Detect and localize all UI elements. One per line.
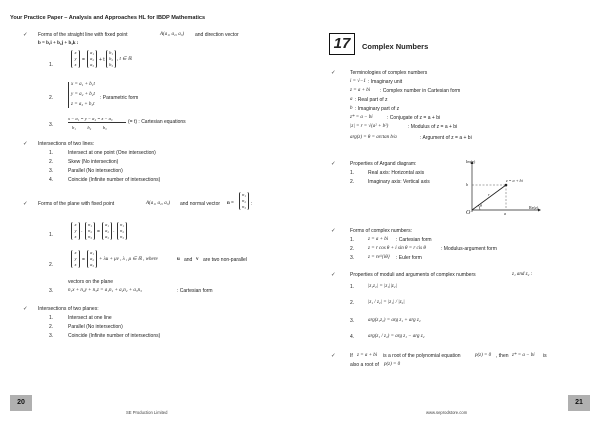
term-desc: : Complex number in Cartesian form bbox=[380, 88, 461, 94]
page-number: 21 bbox=[568, 395, 590, 411]
lines-heading: Intersections of two lines: bbox=[38, 141, 95, 147]
root-math: z* = a − bi bbox=[512, 353, 535, 358]
check-icon: ✓ bbox=[331, 272, 336, 278]
footer-text: www.seprodstore.com bbox=[426, 410, 468, 415]
root-text: is a root of the polynomial equation bbox=[383, 353, 461, 359]
term-desc: : Modulus of z = a + bi bbox=[408, 124, 458, 130]
check-icon: ✓ bbox=[331, 70, 336, 76]
property: |z₁z₂| = |z₁||z₂| bbox=[368, 284, 397, 289]
pitem2-v: v bbox=[196, 257, 199, 262]
item1-tail: , t ∈ ℝ bbox=[117, 57, 132, 62]
line-dir-text: and direction vector bbox=[195, 32, 239, 38]
list-item: Real axis: Horizontal axis bbox=[368, 170, 425, 176]
props-heading-vars: z₁ and z₂ : bbox=[512, 272, 533, 277]
property: arg(z₁ / z₂) = arg z₁ − arg z₂ bbox=[368, 334, 425, 339]
chapter-number: 17 bbox=[329, 33, 355, 55]
props-heading: Properties of moduli and arguments of complex numbers bbox=[350, 272, 476, 278]
term-desc: : Imaginary part of z bbox=[355, 106, 400, 112]
im-label: Im(z) bbox=[466, 159, 476, 164]
item-number: 3. bbox=[49, 122, 54, 128]
root-math: p(z) = 0 bbox=[475, 353, 492, 358]
terms-heading: Terminologies of complex numbers bbox=[350, 70, 428, 76]
pitem2-line2: vectors on the plane bbox=[68, 279, 114, 285]
planes-heading: Intersections of two planes: bbox=[38, 306, 99, 312]
check-icon: ✓ bbox=[331, 161, 336, 167]
pitem3-eq: n₁x + n₂y + n₃z = a₁n₁ + a₂n₂ + a₃n₃ bbox=[68, 288, 142, 293]
b-label: b bbox=[466, 182, 469, 187]
right-page: 17 Complex Numbers ✓ Terminologies of complex numbers i = √−1 : Imaginary unit z = a + bi : Complex number in Cartesian form a : Real part of z b : Imaginary part of z z* = a − bi : Conjugate of z = a + bi |z| = r = √(a² + b²) : Modulus of z = a + bi arg(z) = θ = arctan b/a : Argument of z = a + bi ✓ Properties of Argand diagram: 1. Real axis: Horizontal axis 2. Imaginary axis: Vertical axis Im(z) Re(z) O z = a + bi b a r θ ✓ Forms of complex numbers: 1. z = a + bi : Cartesian form 2. z = r cos θ + i sin θ = r cis θ : Modulus-argument form 3. z = re^{iθ} : Euler form ✓ Properties of moduli and arguments of complex numbers z₁ and z₂ : 1. |z₁z₂| = |z₁||z₂| 2. |z₁ / z₂| = |z₁| / |z₂| 3. arg(z₁z₂) = arg z₁ + arg z₂ 4. arg(z₁ / z₂) = arg z₁ − arg z₂ ✓ If z = a + bi is a root of the polynomial equation p(z) = 0 , then z* = a − bi is also a root of p(z) = 0 21 www.seprodstore.com bbox=[300, 0, 600, 424]
vector-b: b₁ b₂ b₃ bbox=[106, 50, 116, 68]
form-desc: : Cartesian form bbox=[396, 237, 432, 243]
vector-a: a₁ a₂ a₃ bbox=[87, 50, 97, 68]
list-item: Skew (No intersection) bbox=[68, 159, 119, 165]
re-label: Re(z) bbox=[529, 205, 539, 210]
check-icon: ✓ bbox=[331, 353, 336, 359]
forms-heading: Forms of complex numbers: bbox=[350, 228, 412, 234]
argand-diagram bbox=[462, 160, 542, 220]
vector-n: n₁ n₂ n₃ bbox=[239, 192, 249, 210]
parametric-system: x = a₁ + b₁t y = a₂ + b₂t z = a₃ + b₃t bbox=[68, 82, 95, 108]
point-label: z = a + bi bbox=[506, 178, 523, 183]
check-icon: ✓ bbox=[23, 306, 28, 312]
argand-heading: Properties of Argand diagram: bbox=[350, 161, 417, 167]
list-item: Coincide (Infinite number of intersections) bbox=[68, 177, 161, 183]
term-desc: : Conjugate of z = a + bi bbox=[387, 115, 441, 121]
list-item: Imaginary axis: Vertical axis bbox=[368, 179, 430, 185]
pitem2-end: are two non-parallel bbox=[203, 257, 247, 263]
check-icon: ✓ bbox=[331, 228, 336, 234]
plane-normal-text: and normal vector bbox=[180, 201, 221, 207]
theta-label: θ bbox=[480, 204, 482, 208]
cartesian-denominators: b₁ b₂ b₃ bbox=[72, 125, 107, 130]
line-b: b = b₁i + b₂j + b₃k : bbox=[38, 41, 79, 46]
vector-n: n₁ n₂ n₃ bbox=[85, 222, 95, 240]
term-desc: : Imaginary unit bbox=[368, 79, 403, 85]
form-desc: : Modulus-argument form bbox=[441, 246, 497, 252]
list-item: Intersect at one point (One intersection) bbox=[68, 150, 156, 156]
term-desc: : Real part of z bbox=[355, 97, 388, 103]
pitem2-and: and bbox=[184, 257, 193, 263]
check-icon: ✓ bbox=[23, 201, 28, 207]
root-text: , then bbox=[496, 353, 509, 359]
check-icon: ✓ bbox=[23, 32, 28, 38]
vector-a: a₁ a₂ a₃ bbox=[102, 222, 112, 240]
origin-label: O bbox=[466, 210, 471, 216]
item-number: 3. bbox=[49, 288, 54, 294]
line-point: A(a₁, a₂, a₃) bbox=[160, 32, 185, 37]
cartesian-numerators: x − a₁ = y − a₂ = z − a₃ bbox=[68, 116, 113, 121]
item-number: 1. bbox=[49, 62, 54, 68]
root-text: If bbox=[350, 353, 353, 359]
check-icon: ✓ bbox=[23, 141, 28, 147]
page-number: 20 bbox=[10, 395, 32, 411]
property: |z₁ / z₂| = |z₁| / |z₂| bbox=[368, 300, 405, 305]
chapter-title: Complex Numbers bbox=[362, 42, 429, 51]
list-item: Parallel (No intersection) bbox=[68, 168, 123, 174]
list-item: Parallel (No intersection) bbox=[68, 324, 123, 330]
list-item: Coincide (Infinite number of intersections) bbox=[68, 333, 161, 339]
property: arg(z₁z₂) = arg z₁ + arg z₂ bbox=[368, 318, 421, 323]
item2-label: : Parametric form bbox=[100, 95, 139, 101]
vector-a: a₁ a₂ a₃ bbox=[87, 250, 97, 268]
root-text: also a root of bbox=[350, 362, 379, 368]
page-header: Your Practice Paper – Analysis and Approaches HL for IBDP Mathematics bbox=[10, 15, 206, 21]
vector-n: n₁ n₂ n₃ bbox=[117, 222, 127, 240]
arrow-icon bbox=[538, 209, 541, 212]
root-text: is bbox=[543, 353, 547, 359]
left-page: Your Practice Paper – Analysis and Approaches HL for IBDP Mathematics ✓ Forms of the straight line with fixed point A(a₁, a₂, a₃) and direction vector b = b₁i + b₂j + b₃k : 1. x y z = a₁ a₂ a₃ + t b₁ b₂ b₃ , t ∈ ℝ 2. x = a₁ + b₁t y = a₂ + b₂t z = a₃ + b₃t : Parametric form 3. x − a₁ = y − a₂ = z − a₃ b₁ b₂ b₃ (= t) : Cartesian equations ✓ Intersections of two lines: 1. Intersect at one point (One intersection) 2. Skew (No intersection) 3. Parallel (No intersection) 4. Coincide (Infinite number of intersections) ✓ Forms of the plane with fixed point A(a₁, a₂, a₃) and normal vector n = n₁ n₂ n₃ : 1. x y z · n₁ n₂ n₃ = a₁ a₂ a₃ · n₁ n₂ n₃ 2. x y z = a₁ a₂ a₃ + λu + μv , λ , μ ∈ ℝ , where u and v are two non-parallel vectors on the plane 3. n₁x + n₂y + n₃z = a₁n₁ + a₂n₂ + a₃n₃ : Cartesian form ✓ Intersections of two planes: 1. Intersect at one line 2. Parallel (No intersection) 3. Coincide (Infinite number of intersections) 20 SE Production Limited bbox=[10, 15, 253, 415]
item-number: 2. bbox=[49, 262, 54, 268]
root-math: z = a + bi bbox=[357, 353, 378, 358]
item-number: 1. bbox=[49, 232, 54, 238]
vector-xyz: x y z bbox=[71, 250, 80, 268]
pitem2-tail: + λu + μv , λ , μ ∈ ℝ , where bbox=[99, 257, 158, 262]
a-label: a bbox=[504, 211, 507, 216]
item-number: 2. bbox=[49, 95, 54, 101]
form-desc: : Euler form bbox=[396, 255, 422, 261]
term-desc: : Argument of z = a + bi bbox=[420, 135, 472, 141]
plane-n: n = bbox=[227, 201, 234, 206]
r-label: r bbox=[488, 192, 490, 197]
pitem3-label: : Cartesian form bbox=[177, 288, 213, 294]
vector-xyz: x y z bbox=[71, 50, 80, 68]
plane-point: A(a₁, a₂, a₃) bbox=[146, 201, 171, 206]
root-math: p(z) = 0 bbox=[384, 362, 401, 367]
item3-label: (= t) : Cartesian equations bbox=[128, 119, 186, 125]
footer-text: SE Production Limited bbox=[126, 410, 168, 415]
list-item: Intersect at one line bbox=[68, 315, 112, 321]
plane-intro: Forms of the plane with fixed point bbox=[38, 201, 115, 207]
point-marker bbox=[505, 184, 508, 187]
line-intro: Forms of the straight line with fixed point bbox=[38, 32, 128, 38]
vector-xyz: x y z bbox=[71, 222, 80, 240]
pitem2-u: u bbox=[177, 257, 180, 262]
